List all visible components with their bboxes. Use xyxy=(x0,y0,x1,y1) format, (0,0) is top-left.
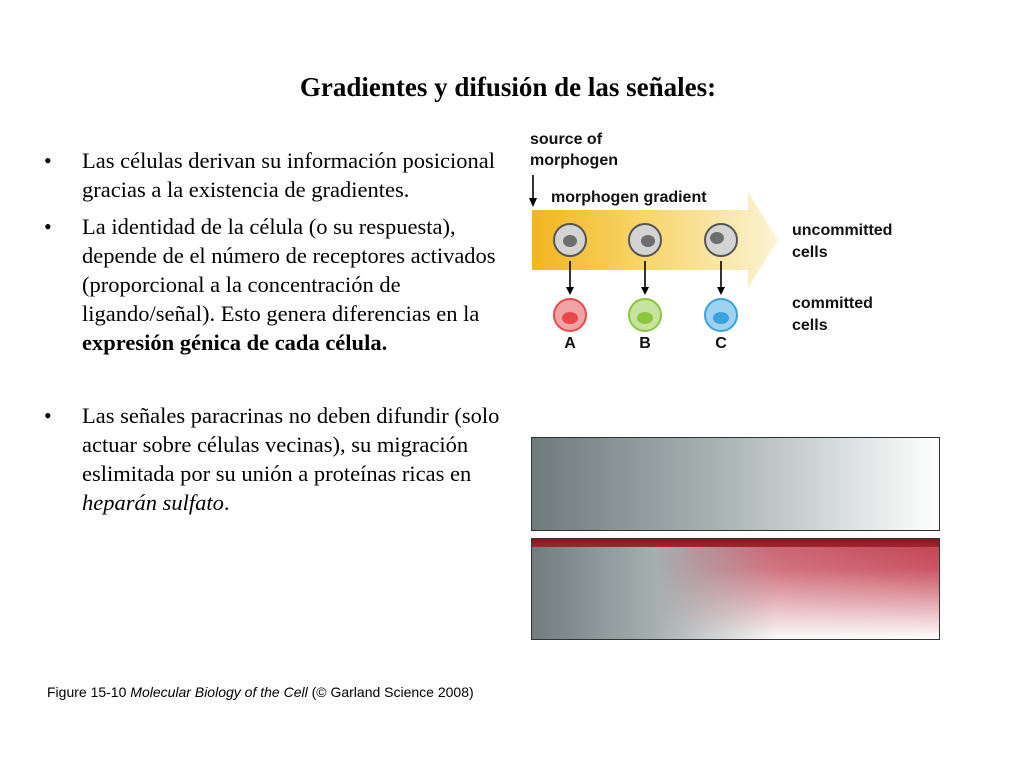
committed-nucleus-b xyxy=(637,312,653,324)
source-label-line2: morphogen xyxy=(530,152,618,169)
cell-label-a: A xyxy=(564,335,576,352)
source-arrowhead xyxy=(529,198,537,207)
gradient-label: morphogen gradient xyxy=(551,189,707,206)
caption-figure-number: Figure 15-10 xyxy=(47,684,127,700)
bullet-1-text: Las células derivan su información posicional gracias a la existencia de gradientes. xyxy=(82,148,495,202)
committed-nucleus-c xyxy=(713,312,729,324)
bullet-dot: • xyxy=(44,214,52,239)
arrowhead-to-c xyxy=(717,287,725,295)
uncommitted-label-line2: cells xyxy=(792,244,828,261)
arrowhead-to-a xyxy=(566,287,574,295)
bullet-item-2 xyxy=(44,212,500,357)
bullet-2-text: La identidad de la célula (o su respuesta), depende de el número de receptores activados (proporcional a la concentración de ligando/señal). Esto genera diferencias en la xyxy=(82,214,496,326)
morphogen-diagram-svg xyxy=(520,120,940,370)
cell-label-c: C xyxy=(715,335,727,352)
bullet-item-3 xyxy=(44,401,500,517)
bullet-2-bold-text: expresión génica de cada célula. xyxy=(82,330,388,355)
cell-label-b: B xyxy=(639,335,651,352)
source-label-line1: source of xyxy=(530,131,603,148)
morphogen-diagram xyxy=(520,120,940,370)
uncommitted-label-line1: uncommitted xyxy=(792,222,893,239)
uncommitted-nucleus-1 xyxy=(563,235,577,247)
committed-nucleus-a xyxy=(562,312,578,324)
bullet-list xyxy=(44,146,500,517)
bullet-3-text: Las señales paracrinas no deben difundir (solo actuar sobre células vecinas), su migración eslimitada por su unión a proteínas ricas en xyxy=(82,403,500,486)
arrowhead-to-b xyxy=(641,287,649,295)
slide-title: Gradientes y difusión de las señales: xyxy=(299,72,717,102)
bullet-item-1 xyxy=(44,146,500,204)
gradient-panel-red-gray xyxy=(531,538,940,640)
bullet-dot: • xyxy=(44,148,52,173)
bullet-3-italic-text: heparán sulfato xyxy=(82,490,224,515)
uncommitted-nucleus-3 xyxy=(710,232,724,244)
bullet-3-end: . xyxy=(223,490,230,515)
committed-label-line1: committed xyxy=(792,295,873,312)
uncommitted-nucleus-2 xyxy=(641,235,655,247)
caption-copyright: (© Garland Science 2008) xyxy=(311,684,474,700)
bullet-dot: • xyxy=(44,403,52,428)
committed-label-line2: cells xyxy=(792,317,828,334)
caption-book-title: Molecular Biology of the Cell xyxy=(130,684,308,700)
figure-caption xyxy=(47,684,474,700)
gradient-panel-gray xyxy=(531,437,940,531)
